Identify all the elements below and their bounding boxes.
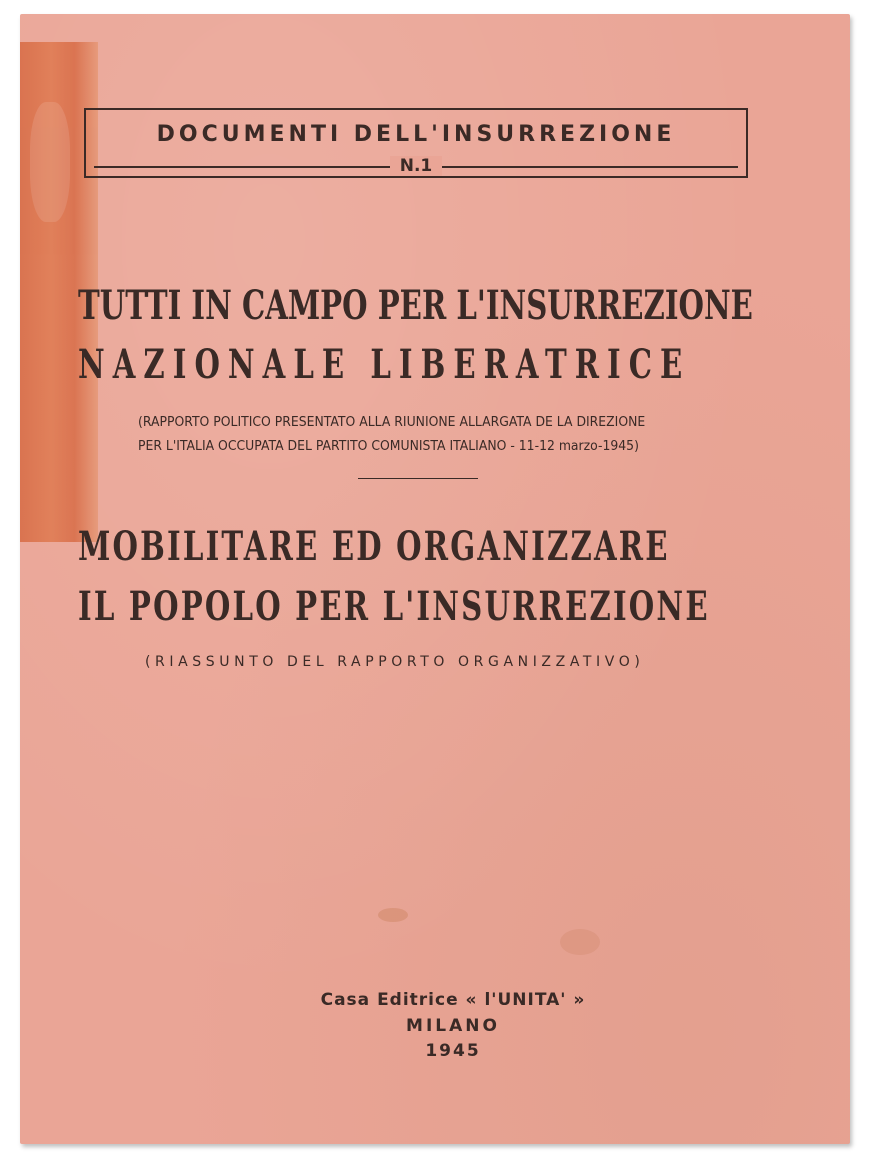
work1-note-line1: (RAPPORTO POLITICO PRESENTATO ALLA RIUNIONE ALLARGATA DE LA DIREZIONE: [138, 414, 646, 430]
stain-mark: [560, 929, 600, 955]
publication-year: 1945: [425, 1041, 481, 1061]
section-divider: [358, 478, 478, 479]
work1-title-line2: NAZIONALE LIBERATRICE: [78, 341, 691, 388]
work1-note-line2: PER L'ITALIA OCCUPATA DEL PARTITO COMUNISTA ITALIANO - 11-12 marzo-1945): [138, 438, 639, 454]
work2-note-line1: (RIASSUNTO DEL RAPPORTO ORGANIZZATIVO): [145, 654, 645, 670]
series-title: DOCUMENTI DELL'INSURREZIONE: [156, 122, 676, 147]
work2-title-line1: MOBILITARE ED ORGANIZZARE: [78, 523, 670, 570]
work2-title-line2: IL POPOLO PER L'INSURREZIONE: [78, 583, 710, 630]
publisher-name: Casa Editrice « l'UNITA' »: [320, 990, 586, 1010]
series-number: N.1: [390, 156, 443, 176]
series-header-box: [84, 108, 748, 178]
booklet-cover: [20, 14, 850, 1144]
publisher-city: MILANO: [406, 1016, 500, 1036]
work1-title-line1: TUTTI IN CAMPO PER L'INSURREZIONE: [78, 282, 753, 329]
stain-mark: [378, 908, 408, 922]
